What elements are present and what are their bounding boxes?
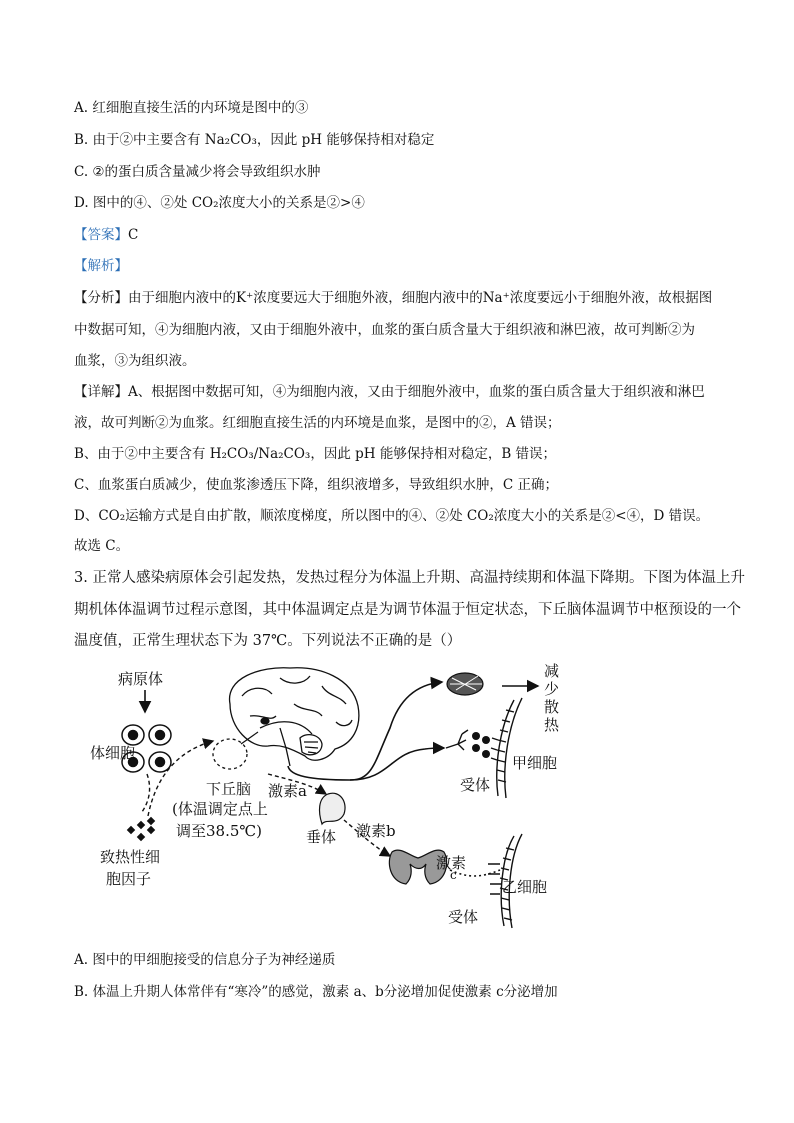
neurotransmitter-icon	[472, 732, 490, 758]
answer-text: C	[128, 227, 139, 243]
hypothalamus-pointer	[241, 732, 258, 744]
cytokine-icon	[127, 817, 155, 841]
xiangjie-line-6: 故选 C。	[74, 538, 130, 554]
hypothalamus-label: 下丘脑	[206, 780, 252, 798]
brain-icon	[230, 668, 359, 766]
xiangjie-line-3: B、由于②中主要含有 H₂CO₃/Na₂CO₃，因此 pH 能够保持相对稳定，B 错误；	[74, 446, 557, 462]
pathogen-label: 病原体	[118, 670, 164, 688]
pituitary-icon	[320, 793, 346, 824]
reduce-heat-char-4: 热	[544, 716, 560, 734]
setpoint-label-1: (体温调定点上	[172, 800, 268, 818]
hormone-a-label: 激素a	[268, 782, 307, 800]
fenxi-line-1	[74, 288, 712, 308]
cell-jia-membrane-icon	[491, 698, 522, 798]
fenxi-line-2: 中数据可知，④为细胞内液，又由于细胞外液中，血浆的蛋白质含量大于组织液和淋巴液，故可判断②为	[74, 322, 695, 338]
hormone-c-label-2: c	[450, 868, 457, 882]
pyrogen-label-1: 致热性细	[100, 848, 161, 866]
receptor-1-label: 受体	[460, 776, 491, 794]
xiangjie-line-4: C、血浆蛋白质减少，使血浆渗透压下降，组织液增多，导致组织水肿，C 正确；	[74, 477, 558, 493]
reduce-heat-char-2: 少	[544, 680, 560, 698]
q3-line-1: 3. 正常人感染病原体会引起发热，发热过程分为体温上升期、高温持续期和体温下降期。下图为体温上升	[74, 570, 745, 586]
pituitary-label: 垂体	[306, 828, 337, 846]
pyrogen-label-2: 胞因子	[106, 870, 152, 888]
nerve-to-vessel-arrow	[288, 682, 442, 780]
option-b-q2: B. 由于②中主要含有 Na₂CO₃，因此 pH 能够保持相对稳定	[74, 132, 435, 148]
xiangjie-line-1	[74, 382, 705, 402]
reduce-heat-char-1: 减	[544, 662, 560, 680]
hormone-c-label-1: 激素	[436, 854, 467, 872]
cells-to-cytokine-arrow	[142, 774, 150, 812]
setpoint-label-2: 调至38.5℃)	[176, 822, 263, 840]
xiangjie-line-5: D、CO₂运输方式是自由扩散，顺浓度梯度，所以图中的④、②处 CO₂浓度大小的关系是②<④，D 错误。	[74, 508, 710, 524]
option-b-q3: B. 体温上升期人体常伴有“寒冷”的感觉，激素 a、b分泌增加促使激素 c分泌增加	[74, 984, 558, 1000]
xiangjie-line-2: 液，故可判断②为血浆。红细胞直接生活的内环境是血浆，是图中的②，A 错误；	[74, 415, 561, 431]
reduce-heat-char-3: 散	[544, 698, 560, 716]
answer-tag: 【答案】	[74, 227, 128, 243]
nerve-to-cell-jia-arrow	[350, 748, 444, 780]
blood-vessel-icon	[447, 673, 483, 695]
q3-line-2: 期机体体温调节过程示意图，其中体温调定点是为调节体温于恒定状态，下丘脑体温调节中枢预设的一个	[74, 602, 741, 618]
answer-line	[74, 225, 138, 245]
cell-jia-label: 甲细胞	[512, 754, 558, 772]
cell-yi-label: 乙细胞	[502, 878, 548, 896]
option-d-q2: D. 图中的④、②处 CO₂浓度大小的关系是②>④	[74, 195, 365, 211]
option-c-q2: C. ②的蛋白质含量减少将会导致组织水肿	[74, 164, 321, 180]
thermoregulation-diagram	[90, 656, 610, 932]
q3-line-3: 温度值，正常生理状态下为 37℃。下列说法不正确的是（）	[74, 633, 462, 649]
receptor-2-label: 受体	[448, 908, 479, 926]
hormone-b-label: 激素b	[356, 822, 396, 840]
option-a-q3: A. 图中的甲细胞接受的信息分子为神经递质	[74, 952, 336, 968]
fenxi-line-3: 血浆，③为组织液。	[74, 353, 196, 369]
option-a-q2: A. 红细胞直接生活的内环境是图中的③	[74, 100, 309, 116]
xiangjie-text-1: A、根据图中数据可知，④为细胞内液，又由于细胞外液中，血浆的蛋白质含量大于组织液和淋巴	[128, 384, 705, 400]
analysis-heading: 【解析】	[74, 258, 128, 274]
xiangjie-tag: 【详解】	[74, 384, 128, 400]
body-cell-label: 体细胞	[90, 744, 136, 762]
nerve-ending-icon	[446, 730, 468, 750]
fenxi-tag: 【分析】	[74, 290, 128, 306]
fenxi-text-1: 由于细胞内液中的K⁺浓度要远大于细胞外液，细胞内液中的Na⁺浓度要远小于细胞外液，故根据图	[128, 290, 713, 306]
